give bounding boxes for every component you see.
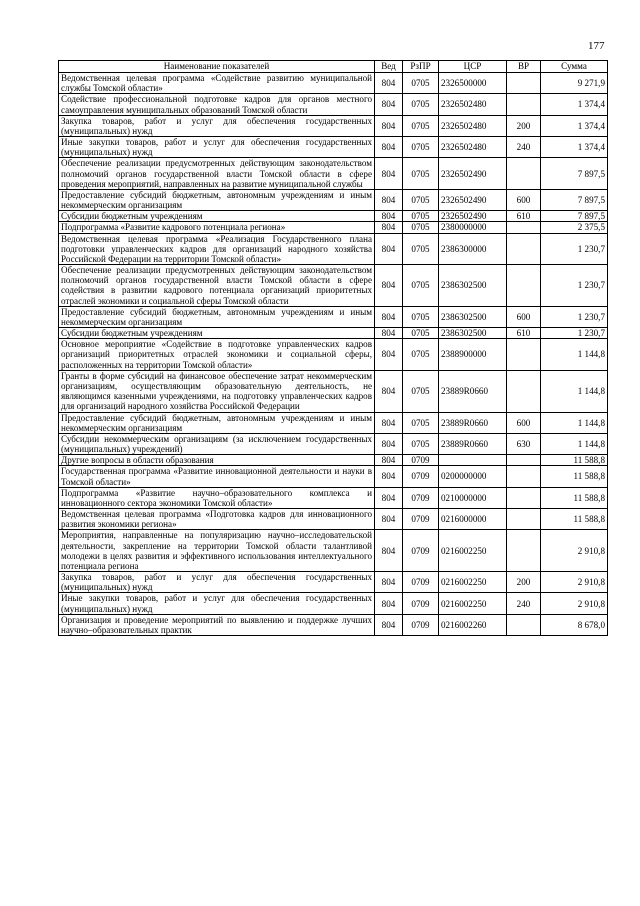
page-number: 177 [588,40,605,52]
cell-name: Субсидии некоммерческим организациям (за исключением государственных (муниципальных) учреждений) [59,433,375,454]
cell-sum: 11 588,8 [541,466,608,487]
cell-ved: 804 [375,614,403,635]
table-row [59,115,608,136]
cell-name: Гранты в форме субсидий на финансовое обеспечение затрат некоммерческим организациям, осуществляющим образовательную деятельность, не являющимся казенными учреждениями, на подготовку управленческих кадров для организаций народного хозяйства Российской Федерации [59,370,375,412]
table-row [59,509,608,530]
header-csr: ЦСР [439,61,507,73]
cell-sum: 2 910,8 [541,572,608,593]
cell-ved: 804 [375,115,403,136]
cell-vr [507,265,541,307]
cell-csr: 2386302500 [439,265,507,307]
cell-csr: 0200000000 [439,466,507,487]
cell-csr: 2326502480 [439,115,507,136]
cell-vr [507,73,541,94]
cell-name: Подпрограмма «Развитие научно–образовательного комплекса и инновационного сектора экономики Томской области» [59,487,375,508]
cell-csr: 2326502490 [439,189,507,210]
cell-csr: 2386302500 [439,328,507,339]
cell-vr [507,339,541,371]
cell-vr [507,158,541,190]
cell-vr: 600 [507,189,541,210]
cell-csr: 0216002260 [439,614,507,635]
cell-rzpr: 0705 [403,306,439,327]
table-row [59,466,608,487]
table-header-row [59,61,608,73]
table-row [59,265,608,307]
cell-name: Государственная программа «Развитие инновационной деятельности и науки в Томской области» [59,466,375,487]
cell-vr [507,94,541,115]
cell-vr [507,530,541,572]
cell-rzpr: 0705 [403,339,439,371]
table-row [59,455,608,466]
cell-ved: 804 [375,233,403,265]
cell-name: Ведомственная целевая программа «Реализация Государственного плана подготовки управленческих кадров для организаций народного хозяйства Российской Федерации на территории Томской области» [59,233,375,265]
table-row [59,73,608,94]
cell-ved: 804 [375,433,403,454]
cell-vr: 240 [507,593,541,614]
table-row [59,137,608,158]
cell-rzpr: 0709 [403,614,439,635]
cell-csr: 23889R0660 [439,370,507,412]
cell-csr: 0216002250 [439,593,507,614]
cell-vr [507,487,541,508]
cell-csr: 0210000000 [439,487,507,508]
cell-sum: 1 230,7 [541,233,608,265]
cell-name: Закупка товаров, работ и услуг для обеспечения государственных (муниципальных) нужд [59,572,375,593]
cell-csr: 0216002250 [439,572,507,593]
cell-ved: 804 [375,158,403,190]
cell-name: Предоставление субсидий бюджетным, автономным учреждениям и иным некоммерческим организациям [59,412,375,433]
table-row [59,593,608,614]
cell-rzpr: 0705 [403,73,439,94]
cell-sum: 2 910,8 [541,593,608,614]
cell-sum: 11 588,8 [541,487,608,508]
cell-csr: 2326500000 [439,73,507,94]
cell-name: Субсидии бюджетным учреждениям [59,328,375,339]
cell-rzpr: 0709 [403,530,439,572]
cell-name: Обеспечение реализации предусмотренных действующим законодательством полномочий органов государственной власти Томской области в сфере проведения мероприятий, направленных на развитие муниципальной службы [59,158,375,190]
cell-vr [507,233,541,265]
cell-ved: 804 [375,412,403,433]
table-row [59,614,608,635]
cell-vr [507,222,541,233]
cell-sum: 1 144,8 [541,339,608,371]
cell-csr: 2326502480 [439,137,507,158]
cell-rzpr: 0705 [403,115,439,136]
cell-rzpr: 0705 [403,412,439,433]
table-row [59,412,608,433]
cell-csr [439,455,507,466]
table-row [59,487,608,508]
header-ved: Вед [375,61,403,73]
cell-ved: 804 [375,265,403,307]
cell-vr [507,455,541,466]
cell-rzpr: 0705 [403,265,439,307]
cell-csr: 2326502480 [439,94,507,115]
cell-rzpr: 0705 [403,370,439,412]
cell-sum: 1 374,4 [541,94,608,115]
cell-name: Закупка товаров, работ и услуг для обеспечения государственных (муниципальных) нужд [59,115,375,136]
cell-vr: 600 [507,412,541,433]
cell-name: Обеспечение реализации предусмотренных действующим законодательством полномочий органов государственной власти Томской области в сфере содействия в развитии кадрового потенциала организаций приоритетных отраслей экономики и социальной сферы Томской области [59,265,375,307]
table-row [59,211,608,222]
header-vr: ВР [507,61,541,73]
cell-name: Предоставление субсидий бюджетным, автономным учреждениям и иным некоммерческим организациям [59,189,375,210]
cell-ved: 804 [375,211,403,222]
cell-rzpr: 0705 [403,158,439,190]
cell-name: Субсидии бюджетным учреждениям [59,211,375,222]
cell-name: Ведомственная целевая программа «Подготовка кадров для инновационного развития экономики региона» [59,509,375,530]
cell-csr: 0216002250 [439,530,507,572]
cell-csr: 2326502490 [439,211,507,222]
header-sum: Сумма [541,61,608,73]
cell-ved: 804 [375,328,403,339]
cell-name: Организация и проведение мероприятий по выявлению и поддержке лучших научно–образовательных практик [59,614,375,635]
cell-ved: 804 [375,94,403,115]
cell-csr: 23889R0660 [439,433,507,454]
cell-ved: 804 [375,455,403,466]
budget-table [58,60,608,636]
table-row [59,433,608,454]
cell-name: Другие вопросы в области образования [59,455,375,466]
cell-sum: 1 230,7 [541,265,608,307]
cell-vr: 240 [507,137,541,158]
cell-sum: 11 588,8 [541,509,608,530]
table-row [59,158,608,190]
cell-sum: 2 910,8 [541,530,608,572]
cell-vr: 610 [507,328,541,339]
cell-rzpr: 0709 [403,466,439,487]
cell-name: Предоставление субсидий бюджетным, автономным учреждениям и иным некоммерческим организациям [59,306,375,327]
cell-rzpr: 0705 [403,233,439,265]
cell-ved: 804 [375,306,403,327]
cell-sum: 7 897,5 [541,158,608,190]
table-row [59,572,608,593]
cell-ved: 804 [375,73,403,94]
cell-ved: 804 [375,466,403,487]
cell-rzpr: 0709 [403,455,439,466]
cell-name: Основное мероприятие «Содействие в подготовке управленческих кадров организаций приоритетных отраслей экономики и социальной сферы, расположенных на территории Томской области» [59,339,375,371]
cell-vr: 610 [507,211,541,222]
cell-ved: 804 [375,572,403,593]
header-rzpr: РзПР [403,61,439,73]
cell-rzpr: 0705 [403,433,439,454]
table-row [59,339,608,371]
cell-vr: 630 [507,433,541,454]
cell-rzpr: 0705 [403,94,439,115]
cell-vr [507,466,541,487]
cell-vr [507,509,541,530]
cell-rzpr: 0705 [403,222,439,233]
cell-ved: 804 [375,339,403,371]
table-row [59,189,608,210]
cell-csr: 2326502490 [439,158,507,190]
cell-sum: 2 375,5 [541,222,608,233]
table-row [59,222,608,233]
table-row [59,370,608,412]
cell-ved: 804 [375,593,403,614]
table-row [59,306,608,327]
cell-rzpr: 0709 [403,487,439,508]
header-name: Наименование показателей [59,61,375,73]
cell-ved: 804 [375,530,403,572]
cell-vr: 200 [507,115,541,136]
cell-csr: 2386300000 [439,233,507,265]
table-row [59,328,608,339]
cell-sum: 7 897,5 [541,211,608,222]
cell-rzpr: 0705 [403,137,439,158]
cell-rzpr: 0705 [403,189,439,210]
cell-rzpr: 0709 [403,593,439,614]
cell-sum: 8 678,0 [541,614,608,635]
cell-sum: 1 144,8 [541,433,608,454]
cell-vr: 200 [507,572,541,593]
table-row [59,94,608,115]
cell-sum: 11 588,8 [541,455,608,466]
cell-ved: 804 [375,189,403,210]
cell-vr [507,614,541,635]
cell-ved: 804 [375,222,403,233]
cell-sum: 1 374,4 [541,115,608,136]
cell-vr: 600 [507,306,541,327]
cell-rzpr: 0705 [403,328,439,339]
cell-sum: 1 144,8 [541,412,608,433]
cell-ved: 804 [375,370,403,412]
cell-rzpr: 0709 [403,509,439,530]
cell-name: Подпрограмма «Развитие кадрового потенциала региона» [59,222,375,233]
cell-csr: 23889R0660 [439,412,507,433]
table-row [59,233,608,265]
cell-name: Иные закупки товаров, работ и услуг для обеспечения государственных (муниципальных) нужд [59,593,375,614]
cell-ved: 804 [375,487,403,508]
cell-sum: 1 144,8 [541,370,608,412]
cell-csr: 2388900000 [439,339,507,371]
cell-sum: 1 230,7 [541,306,608,327]
cell-sum: 1 230,7 [541,328,608,339]
cell-name: Мероприятия, направленные на популяризацию научно–исследовательской деятельности, закрепление на территории Томской области талантливой молодежи в целях развития и эффективного использования интеллектуального потенциала региона [59,530,375,572]
cell-csr: 2380000000 [439,222,507,233]
cell-name: Содействие профессиональной подготовке кадров для органов местного самоуправления муниципальных образований Томской области [59,94,375,115]
cell-rzpr: 0705 [403,211,439,222]
cell-rzpr: 0709 [403,572,439,593]
cell-name: Иные закупки товаров, работ и услуг для обеспечения государственных (муниципальных) нужд [59,137,375,158]
cell-sum: 7 897,5 [541,189,608,210]
table-row [59,530,608,572]
cell-ved: 804 [375,137,403,158]
cell-name: Ведомственная целевая программа «Содействие развитию муниципальной службы Томской области» [59,73,375,94]
cell-sum: 9 271,9 [541,73,608,94]
cell-vr [507,370,541,412]
cell-sum: 1 374,4 [541,137,608,158]
cell-csr: 0216000000 [439,509,507,530]
cell-ved: 804 [375,509,403,530]
cell-csr: 2386302500 [439,306,507,327]
